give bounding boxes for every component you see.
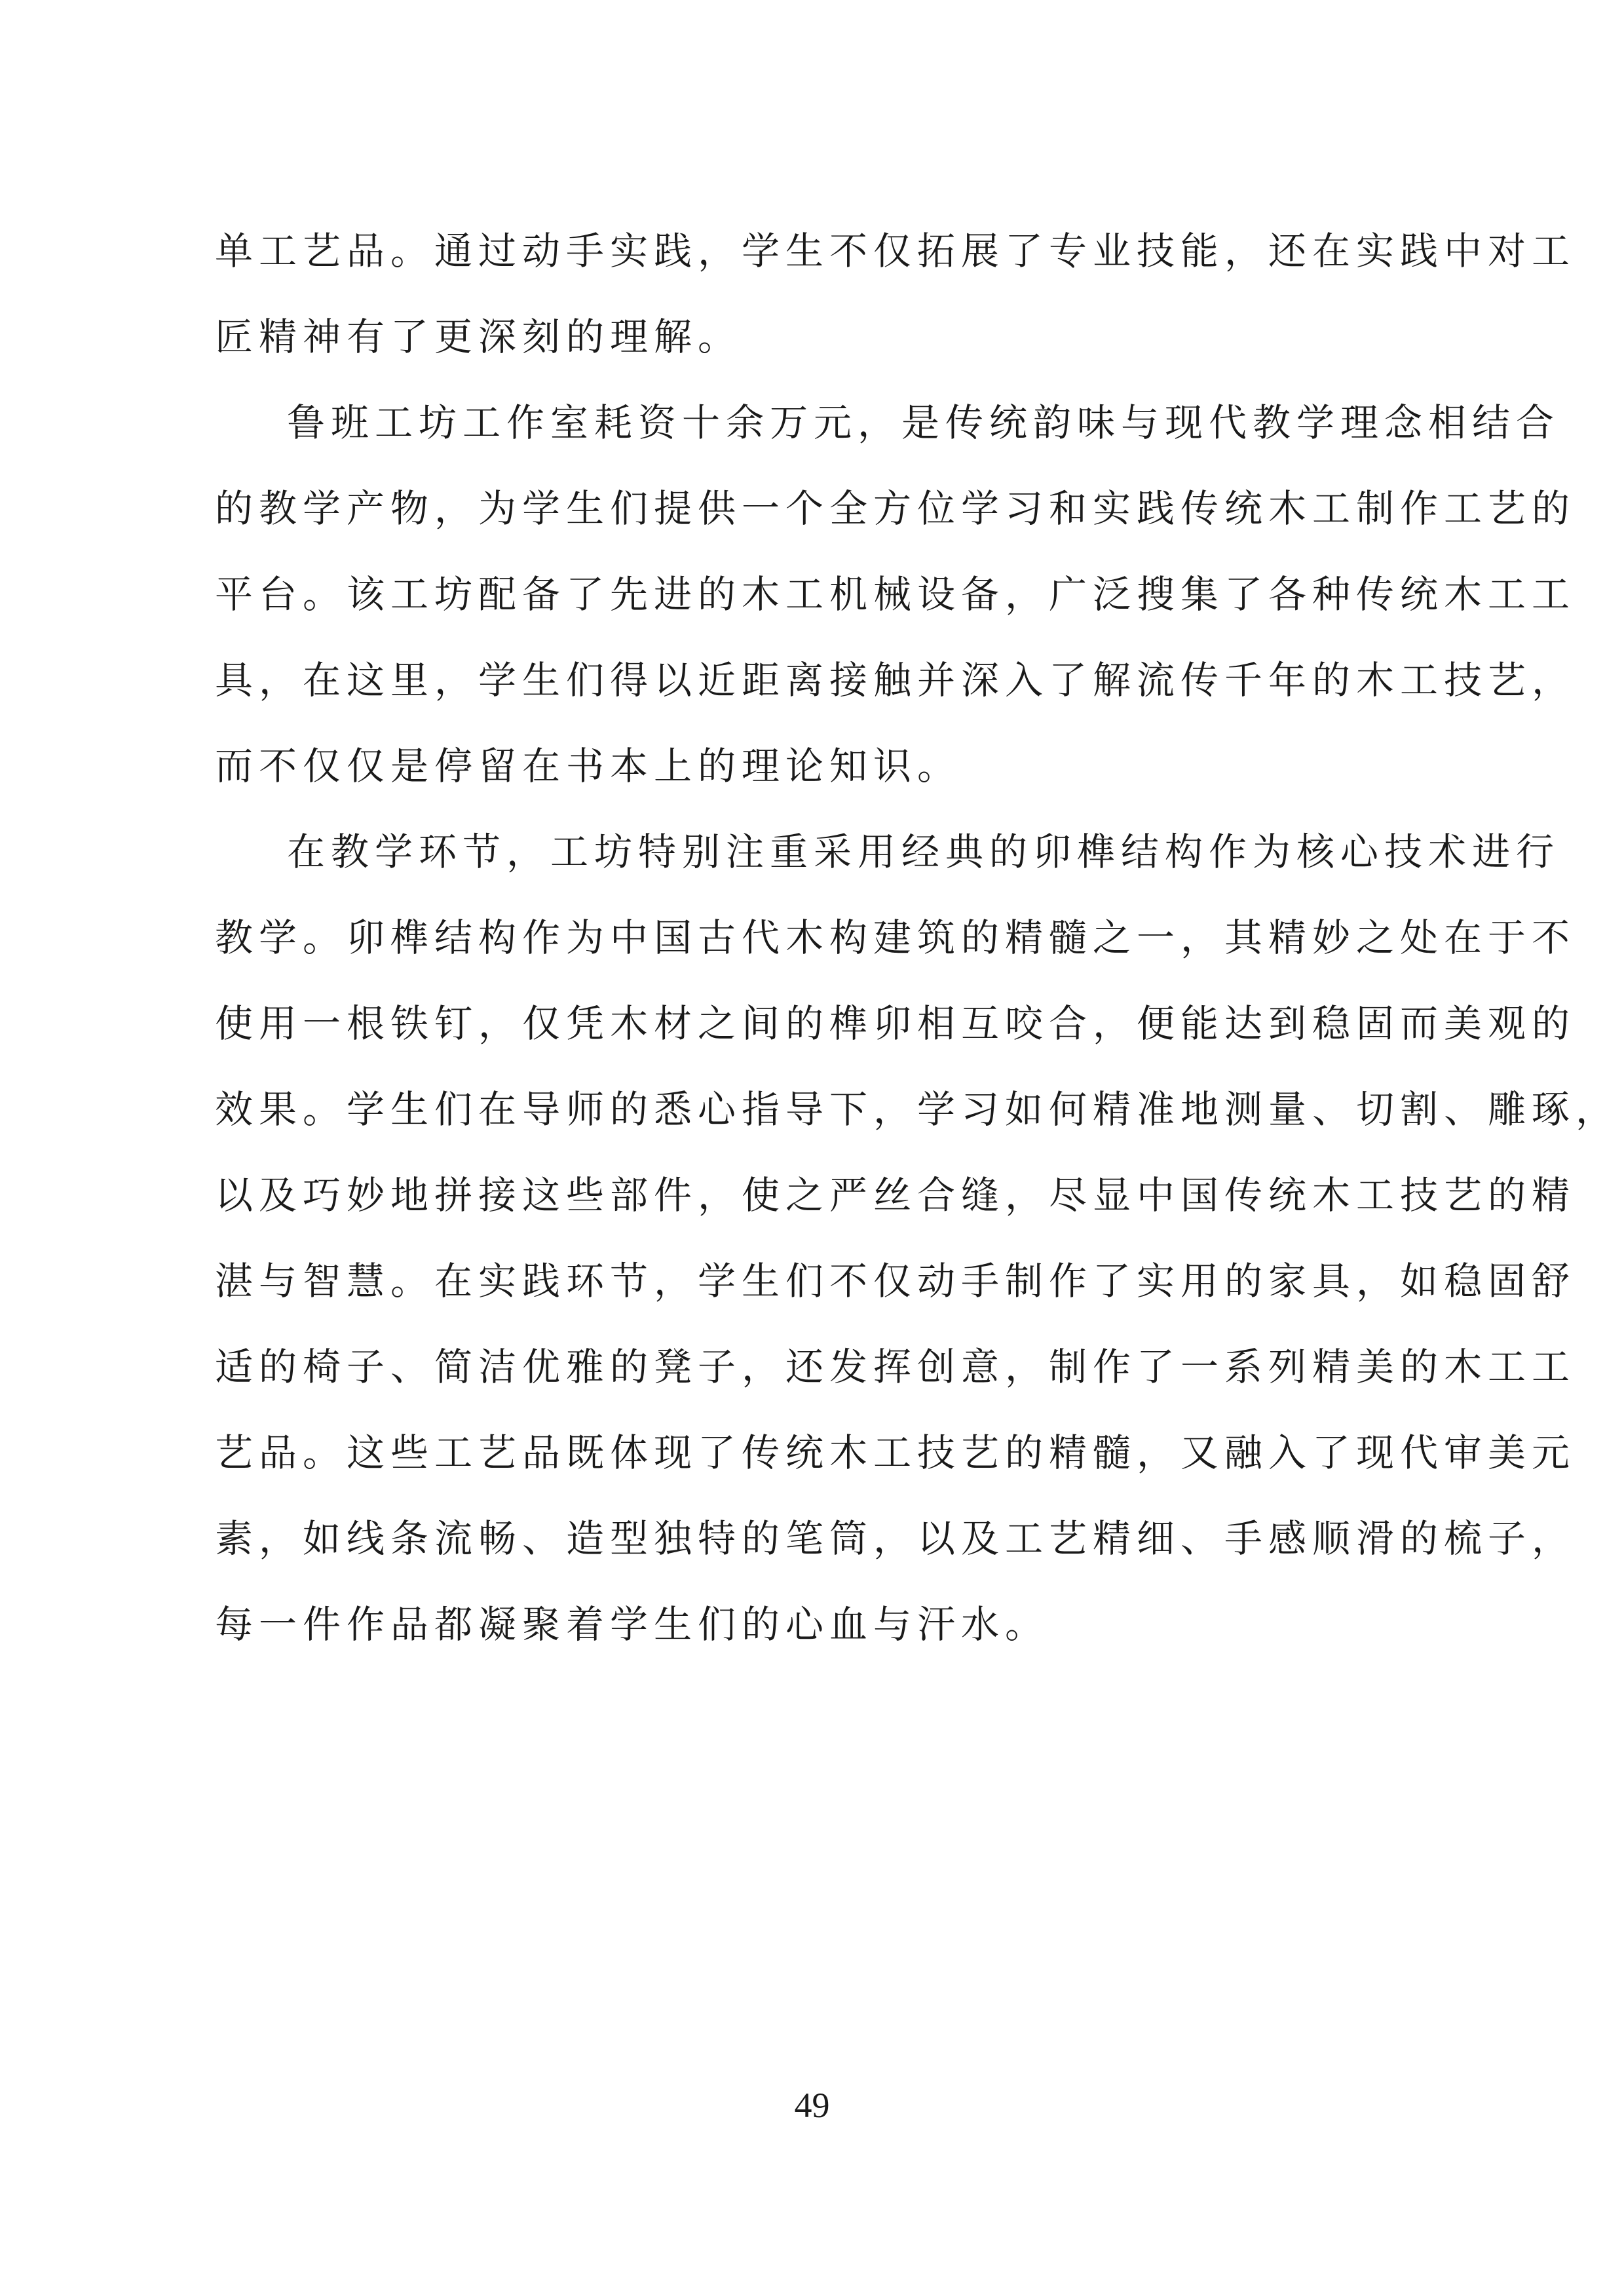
text-line: 艺品。这些工艺品既体现了传统木工技艺的精髓，又融入了现代审美元 bbox=[215, 1430, 1576, 1475]
page-number: 49 bbox=[794, 2086, 830, 2125]
text-line: 素，如线条流畅、造型独特的笔筒，以及工艺精细、手感顺滑的梳子， bbox=[215, 1516, 1576, 1561]
text-line: 以及巧妙地拼接这些部件，使之严丝合缝，尽显中国传统木工技艺的精 bbox=[215, 1173, 1576, 1217]
paragraph-mortise-tenon bbox=[215, 809, 1620, 1668]
text-line: 单工艺品。通过动手实践，学生不仅拓展了专业技能，还在实践中对工 bbox=[215, 229, 1576, 273]
text-line: 适的椅子、简洁优雅的凳子，还发挥创意，制作了一系列精美的木工工 bbox=[215, 1345, 1576, 1389]
paragraph-continuation bbox=[215, 208, 1576, 380]
text-line: 使用一根铁钉，仅凭木材之间的榫卯相互咬合，便能达到稳固而美观的 bbox=[215, 1001, 1576, 1046]
text-line: 鲁班工坊工作室耗资十余万元，是传统韵味与现代教学理念相结合 bbox=[287, 400, 1560, 445]
text-line: 具，在这里，学生们得以近距离接触并深入了解流传千年的木工技艺， bbox=[215, 658, 1576, 702]
text-line: 湛与智慧。在实践环节，学生们不仅动手制作了实用的家具，如稳固舒 bbox=[215, 1259, 1576, 1303]
text-line: 的教学产物，为学生们提供一个全方位学习和实践传统木工制作工艺的 bbox=[215, 486, 1576, 531]
page-body bbox=[215, 208, 1620, 1668]
text-line: 而不仅仅是停留在书本上的理论知识。 bbox=[215, 744, 962, 788]
text-line: 每一件作品都凝聚着学生们的心血与汗水。 bbox=[215, 1602, 1049, 1647]
text-line: 匠精神有了更深刻的理解。 bbox=[215, 315, 742, 359]
text-line: 效果。学生们在导师的悉心指导下，学习如何精准地测量、切割、雕琢， bbox=[215, 1087, 1620, 1132]
text-line: 教学。卯榫结构作为中国古代木构建筑的精髓之一，其精妙之处在于不 bbox=[215, 915, 1576, 960]
text-line: 平台。该工坊配备了先进的木工机械设备，广泛搜集了各种传统木工工 bbox=[215, 572, 1576, 617]
text-line: 在教学环节，工坊特别注重采用经典的卯榫结构作为核心技术进行 bbox=[287, 830, 1560, 874]
paragraph-luban-workshop bbox=[215, 380, 1576, 809]
